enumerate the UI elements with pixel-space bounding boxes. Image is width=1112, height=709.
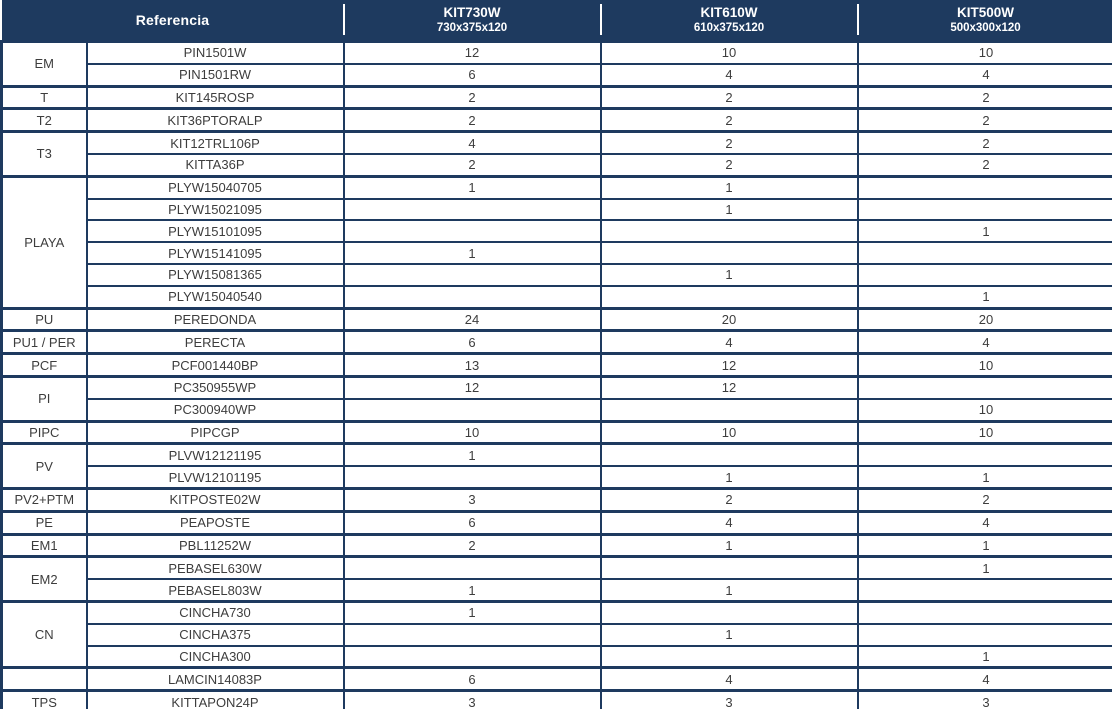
qty-kit610w-cell: 1 bbox=[601, 199, 858, 221]
kit-name: KIT610W bbox=[700, 5, 758, 21]
qty-kit500w-cell: 4 bbox=[858, 64, 1112, 86]
reference-cell: PC350955WP bbox=[87, 376, 344, 398]
qty-kit500w-cell: 1 bbox=[858, 466, 1112, 488]
reference-cell: PLYW15101095 bbox=[87, 220, 344, 242]
qty-kit500w-cell: 4 bbox=[858, 668, 1112, 691]
table-row bbox=[2, 264, 1112, 286]
qty-kit500w-cell bbox=[858, 579, 1112, 601]
table-row bbox=[2, 64, 1112, 86]
qty-kit610w-cell bbox=[601, 557, 858, 579]
qty-kit500w-cell: 1 bbox=[858, 286, 1112, 308]
kit-size: 500x300x120 bbox=[950, 21, 1021, 34]
qty-kit730w-cell: 3 bbox=[344, 488, 601, 511]
reference-cell: PLYW15081365 bbox=[87, 264, 344, 286]
qty-kit610w-cell bbox=[601, 220, 858, 242]
reference-cell: PLYW15040705 bbox=[87, 176, 344, 198]
category-cell: CN bbox=[2, 601, 87, 667]
table-row bbox=[2, 176, 1112, 198]
qty-kit730w-cell: 1 bbox=[344, 444, 601, 466]
qty-kit500w-cell: 3 bbox=[858, 691, 1112, 709]
qty-kit500w-cell: 10 bbox=[858, 399, 1112, 421]
table-row bbox=[2, 286, 1112, 308]
qty-kit730w-cell bbox=[344, 220, 601, 242]
qty-kit730w-cell: 13 bbox=[344, 354, 601, 377]
qty-kit730w-cell: 2 bbox=[344, 86, 601, 109]
qty-kit730w-cell: 6 bbox=[344, 668, 601, 691]
qty-kit610w-cell: 2 bbox=[601, 86, 858, 109]
reference-cell: KIT12TRL106P bbox=[87, 132, 344, 154]
table-row bbox=[2, 444, 1112, 466]
table-row bbox=[2, 199, 1112, 221]
reference-cell: PLYW15021095 bbox=[87, 199, 344, 221]
category-cell: PI bbox=[2, 376, 87, 421]
reference-cell: LAMCIN14083P bbox=[87, 668, 344, 691]
reference-cell: PLVW12101195 bbox=[87, 466, 344, 488]
table-row bbox=[2, 421, 1112, 444]
category-cell: PU bbox=[2, 308, 87, 331]
qty-kit730w-cell: 6 bbox=[344, 331, 601, 354]
header-row bbox=[2, 0, 1112, 42]
table-row bbox=[2, 646, 1112, 668]
qty-kit500w-cell: 2 bbox=[858, 86, 1112, 109]
reference-cell: PLYW15141095 bbox=[87, 242, 344, 264]
qty-kit610w-cell: 1 bbox=[601, 466, 858, 488]
category-cell: EM bbox=[2, 42, 87, 87]
category-cell: PV2+PTM bbox=[2, 488, 87, 511]
qty-kit500w-cell: 1 bbox=[858, 220, 1112, 242]
header-divider bbox=[857, 4, 859, 35]
kit-size: 730x375x120 bbox=[436, 21, 508, 34]
qty-kit730w-cell bbox=[344, 557, 601, 579]
reference-cell: CINCHA375 bbox=[87, 624, 344, 646]
header-divider bbox=[343, 4, 345, 35]
reference-cell: PLYW15040540 bbox=[87, 286, 344, 308]
table-row bbox=[2, 557, 1112, 579]
table-row bbox=[2, 579, 1112, 601]
qty-kit610w-cell bbox=[601, 286, 858, 308]
qty-kit610w-cell bbox=[601, 242, 858, 264]
qty-kit610w-cell: 4 bbox=[601, 511, 858, 534]
category-cell: PV bbox=[2, 444, 87, 489]
qty-kit730w-cell: 10 bbox=[344, 421, 601, 444]
qty-kit610w-cell: 1 bbox=[601, 534, 858, 557]
qty-kit730w-cell bbox=[344, 286, 601, 308]
qty-kit730w-cell: 6 bbox=[344, 64, 601, 86]
table-row bbox=[2, 109, 1112, 132]
qty-kit730w-cell: 6 bbox=[344, 511, 601, 534]
qty-kit500w-cell: 1 bbox=[858, 557, 1112, 579]
qty-kit610w-cell bbox=[601, 646, 858, 668]
qty-kit610w-cell bbox=[601, 601, 858, 623]
qty-kit610w-cell: 4 bbox=[601, 668, 858, 691]
qty-kit610w-cell: 4 bbox=[601, 331, 858, 354]
kit-size: 610x375x120 bbox=[693, 21, 765, 34]
qty-kit730w-cell bbox=[344, 646, 601, 668]
qty-kit730w-cell bbox=[344, 624, 601, 646]
qty-kit730w-cell: 1 bbox=[344, 601, 601, 623]
table-row bbox=[2, 242, 1112, 264]
qty-kit610w-cell: 10 bbox=[601, 421, 858, 444]
qty-kit610w-cell: 1 bbox=[601, 176, 858, 198]
table-row bbox=[2, 488, 1112, 511]
qty-kit730w-cell: 1 bbox=[344, 176, 601, 198]
qty-kit500w-cell: 20 bbox=[858, 308, 1112, 331]
qty-kit610w-cell: 3 bbox=[601, 691, 858, 709]
table-row bbox=[2, 376, 1112, 398]
qty-kit610w-cell: 1 bbox=[601, 579, 858, 601]
reference-cell: KITTAPON24P bbox=[87, 691, 344, 709]
qty-kit500w-cell: 10 bbox=[858, 354, 1112, 377]
qty-kit500w-cell: 1 bbox=[858, 646, 1112, 668]
qty-kit730w-cell bbox=[344, 264, 601, 286]
qty-kit500w-cell: 10 bbox=[858, 42, 1112, 64]
qty-kit610w-cell: 4 bbox=[601, 64, 858, 86]
category-cell: PLAYA bbox=[2, 176, 87, 308]
qty-kit730w-cell bbox=[344, 399, 601, 421]
reference-cell: KITTA36P bbox=[87, 154, 344, 176]
table-row bbox=[2, 691, 1112, 709]
qty-kit730w-cell: 2 bbox=[344, 154, 601, 176]
category-cell: TPS bbox=[2, 691, 87, 709]
category-cell: T3 bbox=[2, 132, 87, 177]
qty-kit500w-cell: 2 bbox=[858, 488, 1112, 511]
qty-kit730w-cell: 1 bbox=[344, 579, 601, 601]
table-row bbox=[2, 42, 1112, 64]
table-row bbox=[2, 331, 1112, 354]
qty-kit610w-cell: 1 bbox=[601, 264, 858, 286]
table-row bbox=[2, 511, 1112, 534]
reference-cell: KIT145ROSP bbox=[87, 86, 344, 109]
qty-kit730w-cell: 24 bbox=[344, 308, 601, 331]
table-row bbox=[2, 86, 1112, 109]
reference-cell: PCF001440BP bbox=[87, 354, 344, 377]
reference-cell: PEREDONDA bbox=[87, 308, 344, 331]
qty-kit610w-cell: 2 bbox=[601, 109, 858, 132]
qty-kit730w-cell bbox=[344, 466, 601, 488]
qty-kit730w-cell: 2 bbox=[344, 109, 601, 132]
reference-cell: KIT36PTORALP bbox=[87, 109, 344, 132]
category-cell: PIPC bbox=[2, 421, 87, 444]
qty-kit610w-cell: 1 bbox=[601, 624, 858, 646]
qty-kit500w-cell bbox=[858, 176, 1112, 198]
table-row bbox=[2, 308, 1112, 331]
qty-kit730w-cell: 4 bbox=[344, 132, 601, 154]
table-header bbox=[2, 0, 1112, 42]
column-header-kit610w bbox=[601, 0, 858, 42]
qty-kit610w-cell bbox=[601, 399, 858, 421]
reference-cell: PIN1501W bbox=[87, 42, 344, 64]
category-cell: PCF bbox=[2, 354, 87, 377]
qty-kit500w-cell bbox=[858, 444, 1112, 466]
category-cell bbox=[2, 668, 87, 691]
category-cell: T2 bbox=[2, 109, 87, 132]
qty-kit610w-cell: 2 bbox=[601, 154, 858, 176]
category-cell: EM1 bbox=[2, 534, 87, 557]
qty-kit500w-cell bbox=[858, 376, 1112, 398]
category-cell: T bbox=[2, 86, 87, 109]
reference-cell: CINCHA730 bbox=[87, 601, 344, 623]
qty-kit500w-cell: 4 bbox=[858, 511, 1112, 534]
qty-kit730w-cell: 2 bbox=[344, 534, 601, 557]
qty-kit500w-cell bbox=[858, 601, 1112, 623]
qty-kit610w-cell bbox=[601, 444, 858, 466]
qty-kit730w-cell bbox=[344, 199, 601, 221]
category-cell: EM2 bbox=[2, 557, 87, 602]
column-header-kit730w bbox=[344, 0, 601, 42]
qty-kit500w-cell bbox=[858, 624, 1112, 646]
reference-cell: PIPCGP bbox=[87, 421, 344, 444]
qty-kit500w-cell: 2 bbox=[858, 154, 1112, 176]
reference-cell: PEBASEL630W bbox=[87, 557, 344, 579]
qty-kit500w-cell: 10 bbox=[858, 421, 1112, 444]
qty-kit500w-cell bbox=[858, 199, 1112, 221]
qty-kit610w-cell: 10 bbox=[601, 42, 858, 64]
column-header-referencia: Referencia bbox=[2, 0, 344, 42]
category-cell: PE bbox=[2, 511, 87, 534]
table-row bbox=[2, 601, 1112, 623]
kit-name: KIT500W bbox=[956, 5, 1014, 21]
qty-kit730w-cell: 12 bbox=[344, 376, 601, 398]
qty-kit500w-cell bbox=[858, 264, 1112, 286]
qty-kit730w-cell: 1 bbox=[344, 242, 601, 264]
qty-kit500w-cell bbox=[858, 242, 1112, 264]
reference-cell: PIN1501RW bbox=[87, 64, 344, 86]
qty-kit610w-cell: 12 bbox=[601, 354, 858, 377]
reference-cell: PLVW12121195 bbox=[87, 444, 344, 466]
reference-cell: PEAPOSTE bbox=[87, 511, 344, 534]
header-divider bbox=[600, 4, 602, 35]
qty-kit730w-cell: 3 bbox=[344, 691, 601, 709]
table-row bbox=[2, 132, 1112, 154]
qty-kit500w-cell: 2 bbox=[858, 132, 1112, 154]
table-body bbox=[2, 42, 1112, 709]
kit-name: KIT730W bbox=[443, 5, 501, 21]
table-row bbox=[2, 220, 1112, 242]
reference-cell: CINCHA300 bbox=[87, 646, 344, 668]
qty-kit730w-cell: 12 bbox=[344, 42, 601, 64]
qty-kit500w-cell: 2 bbox=[858, 109, 1112, 132]
qty-kit500w-cell: 1 bbox=[858, 534, 1112, 557]
table-row bbox=[2, 466, 1112, 488]
reference-cell: PBL11252W bbox=[87, 534, 344, 557]
qty-kit610w-cell: 2 bbox=[601, 488, 858, 511]
table-row bbox=[2, 624, 1112, 646]
qty-kit610w-cell: 20 bbox=[601, 308, 858, 331]
table-row bbox=[2, 668, 1112, 691]
table-row bbox=[2, 399, 1112, 421]
category-cell: PU1 / PER bbox=[2, 331, 87, 354]
table-row bbox=[2, 534, 1112, 557]
reference-cell: PERECTA bbox=[87, 331, 344, 354]
reference-cell: KITPOSTE02W bbox=[87, 488, 344, 511]
table-row bbox=[2, 154, 1112, 176]
qty-kit610w-cell: 2 bbox=[601, 132, 858, 154]
column-header-kit500w bbox=[858, 0, 1112, 42]
qty-kit500w-cell: 4 bbox=[858, 331, 1112, 354]
qty-kit610w-cell: 12 bbox=[601, 376, 858, 398]
reference-cell: PC300940WP bbox=[87, 399, 344, 421]
reference-cell: PEBASEL803W bbox=[87, 579, 344, 601]
table-row bbox=[2, 354, 1112, 377]
